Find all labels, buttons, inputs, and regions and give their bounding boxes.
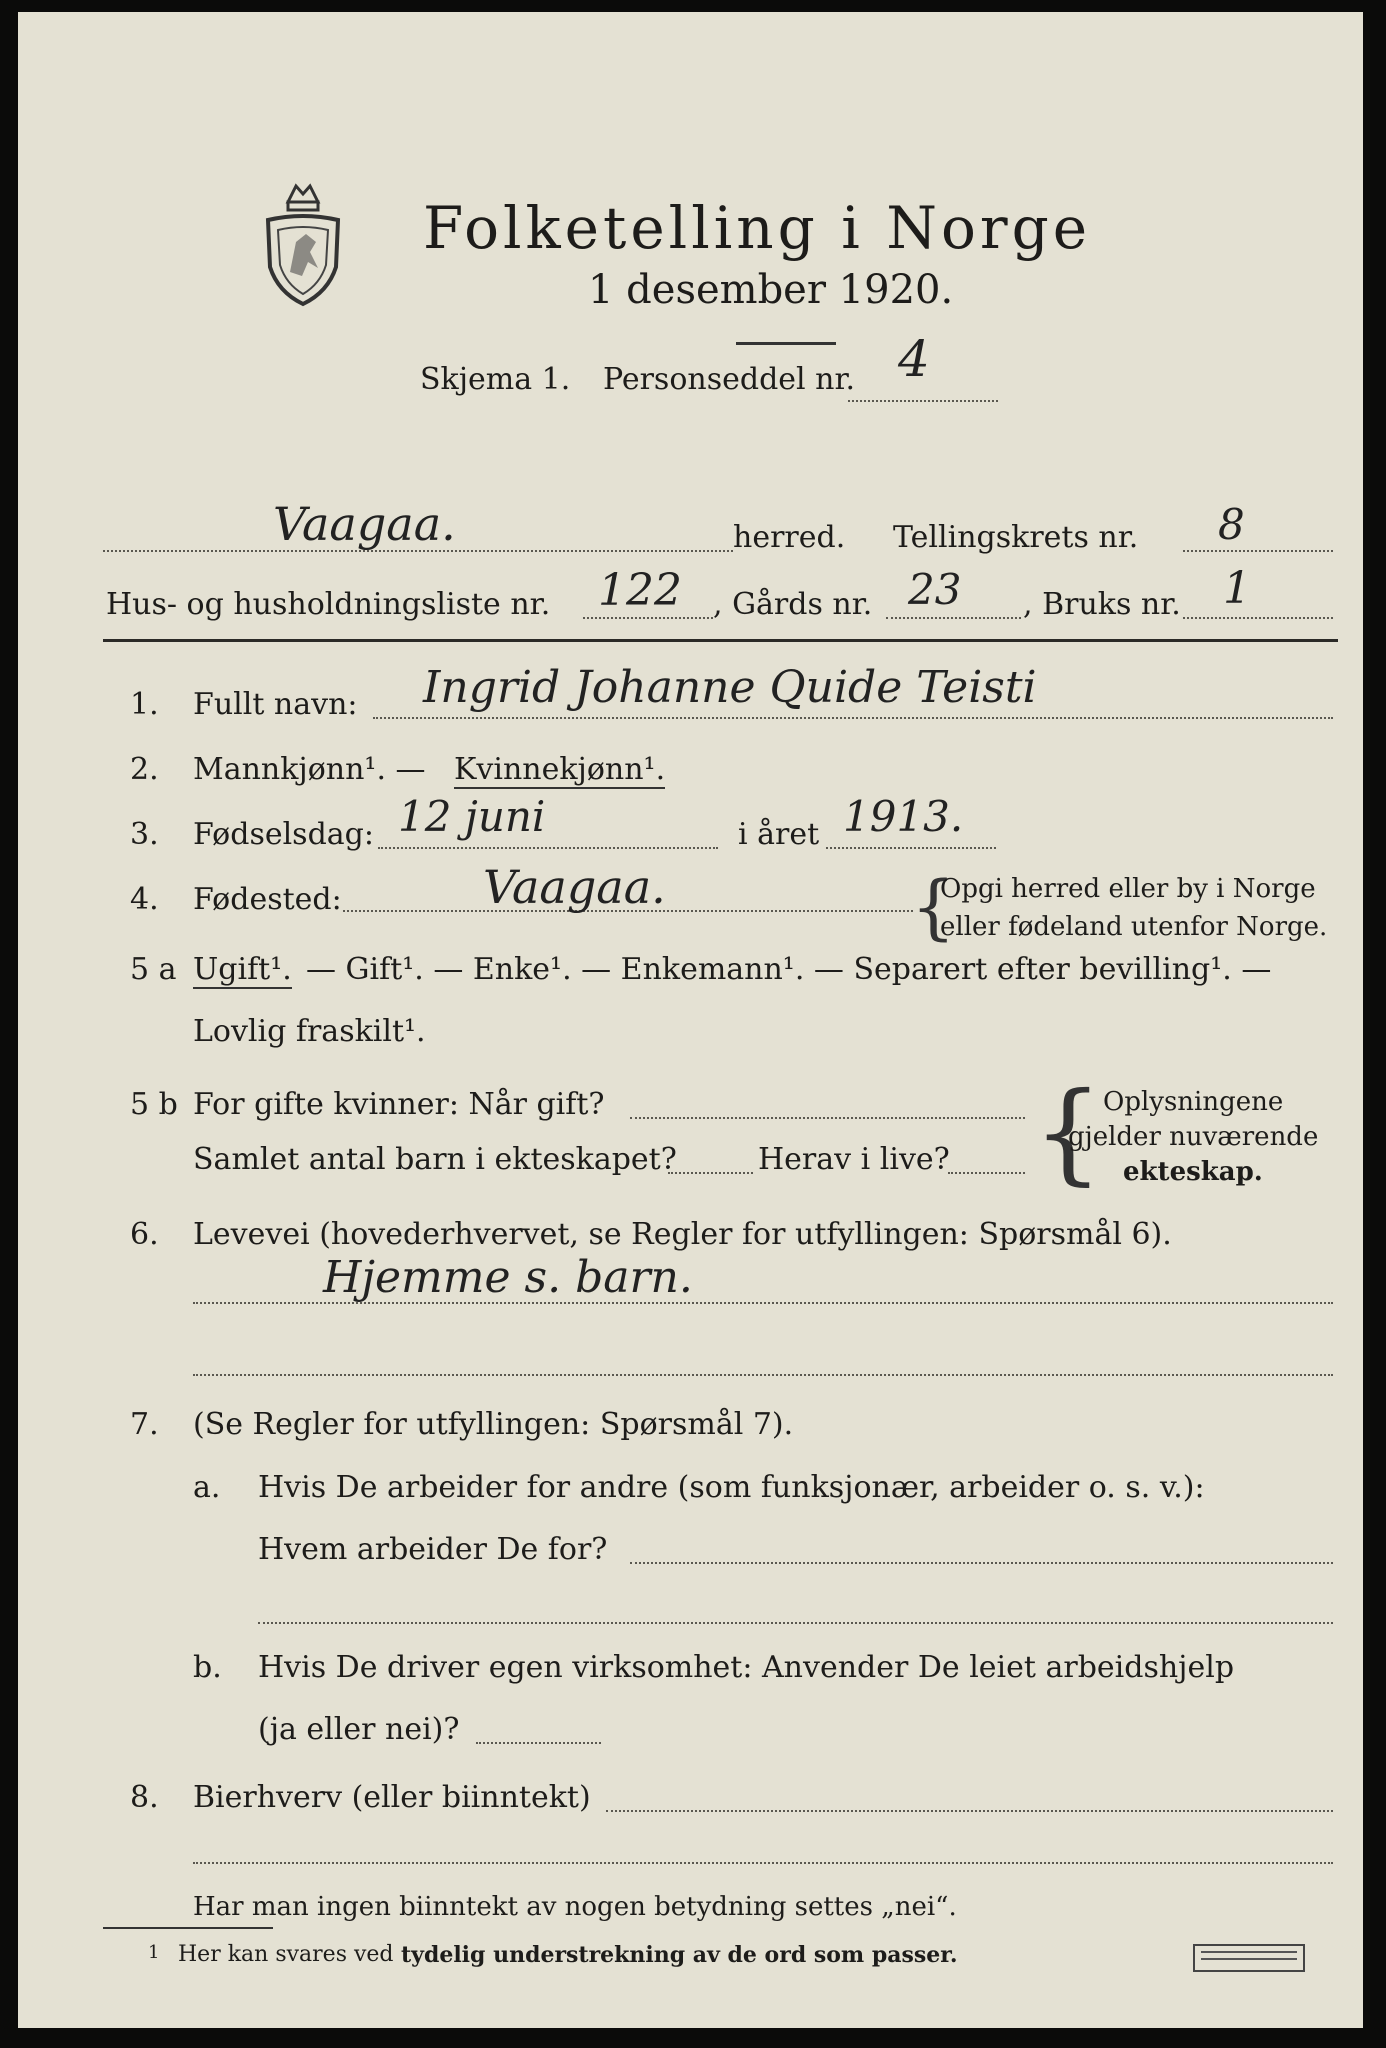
mannkjonn-option: Mannkjønn¹. — — [193, 752, 426, 787]
herav-i-live-label: Herav i live? — [758, 1142, 950, 1177]
q7-label: (Se Regler for utfyllingen: Spørsmål 7). — [193, 1407, 794, 1442]
form-title: Folketelling i Norge — [423, 194, 1092, 262]
personseddel-value: 4 — [898, 330, 930, 388]
q5b-number: 5 b — [130, 1087, 178, 1122]
fullt-navn-label: Fullt navn: — [193, 687, 358, 722]
fullt-navn-line — [373, 717, 1333, 719]
q5b-note-line1: Oplysningene — [1103, 1087, 1284, 1117]
printer-stamp-icon — [1193, 1944, 1305, 1972]
fullt-navn-value: Ingrid Johanne Quide Teisti — [423, 662, 1037, 713]
census-date: 1 desember 1920. — [588, 267, 954, 313]
husholdningsliste-label: Hus- og husholdningsliste nr. — [106, 587, 551, 622]
year-label: i året — [738, 817, 820, 852]
personseddel-label: Personseddel nr. — [603, 362, 856, 397]
hvem-arbeider-line-2 — [258, 1622, 1333, 1624]
tellingskrets-value: 8 — [1218, 500, 1245, 549]
footnote-mark: 1 — [148, 1942, 160, 1963]
herred-label: herred. — [733, 520, 846, 555]
bruks-label: , Bruks nr. — [1023, 587, 1181, 622]
husholdningsliste-line — [583, 617, 713, 619]
footnote-text: Her kan svares ved — [178, 1942, 394, 1967]
gards-label: , Gårds nr. — [713, 587, 873, 622]
bierhverv-label: Bierhverv (eller biinntekt) — [193, 1780, 591, 1815]
lovlig-fraskilt-option: Lovlig fraskilt¹. — [193, 1014, 426, 1049]
gards-line — [886, 617, 1021, 619]
bierhverv-line — [606, 1810, 1333, 1812]
q3-number: 3. — [130, 817, 159, 852]
q5b-note-line2: gjelder nuværende — [1068, 1122, 1319, 1152]
ja-eller-nei-line — [476, 1742, 601, 1744]
fodested-brace: { — [911, 866, 956, 948]
herav-i-live-line — [948, 1172, 1025, 1174]
bierhverv-line-2 — [193, 1862, 1333, 1864]
footnote-text-bold: tydelig understrekning av de ord som passer. — [401, 1942, 958, 1968]
skjema-label: Skjema 1. — [420, 362, 571, 397]
q6-number: 6. — [130, 1217, 159, 1252]
census-form-page — [18, 12, 1363, 2028]
tellingskrets-line — [1183, 550, 1333, 552]
q7-number: 7. — [130, 1407, 159, 1442]
herred-value: Vaagaa. — [273, 497, 456, 551]
q7b-text: Hvis De driver egen virksomhet: Anvender De leiet arbeidshjelp — [258, 1650, 1235, 1685]
fodested-label: Fødested: — [193, 882, 342, 917]
hvem-arbeider-line — [630, 1562, 1333, 1564]
q1-number: 1. — [130, 687, 159, 722]
nar-gift-line — [630, 1117, 1025, 1119]
antal-barn-label: Samlet antal barn i ekteskapet? — [193, 1142, 677, 1177]
tellingskrets-label: Tellingskrets nr. — [893, 520, 1139, 555]
q4-number: 4. — [130, 882, 159, 917]
q7a-text: Hvis De arbeider for andre (som funksjonær, arbeider o. s. v.): — [258, 1470, 1205, 1505]
gards-value: 23 — [908, 565, 962, 614]
bruks-value: 1 — [1223, 563, 1251, 614]
personseddel-line — [848, 400, 998, 402]
year-value: 1913. — [843, 792, 964, 841]
title-divider — [736, 342, 836, 345]
hvem-arbeider-label: Hvem arbeider De for? — [258, 1532, 608, 1567]
q5a-number: 5 a — [130, 952, 177, 987]
q5b-note-line3: ekteskap. — [1123, 1157, 1263, 1187]
header-divider — [103, 639, 1338, 642]
q7b-letter: b. — [193, 1650, 222, 1685]
kvinnekjonn-option: Kvinnekjønn¹. — [454, 752, 666, 787]
q7a-letter: a. — [193, 1470, 221, 1505]
fodested-note-line1: Opgi herred eller by i Norge — [940, 874, 1316, 904]
husholdningsliste-value: 122 — [598, 565, 682, 616]
q8-number: 8. — [130, 1780, 159, 1815]
levevei-line-2 — [193, 1374, 1333, 1376]
fodested-value: Vaagaa. — [483, 860, 666, 914]
marital-options: — Gift¹. — Enke¹. — Enkemann¹. — Separert efter bevilling¹. — — [306, 952, 1272, 987]
q2-number: 2. — [130, 752, 159, 787]
nar-gift-label: For gifte kvinner: Når gift? — [193, 1087, 605, 1122]
q5b-brace: { — [1033, 1068, 1103, 1196]
year-line — [826, 847, 996, 849]
fodselsdag-line — [378, 847, 718, 849]
ugift-option: Ugift¹. — [193, 952, 292, 987]
footnote-divider — [103, 1927, 273, 1929]
bruks-line — [1183, 617, 1333, 619]
fodselsdag-value: 12 juni — [398, 792, 546, 841]
levevei-value: Hjemme s. barn. — [323, 1252, 693, 1303]
biinntekt-note: Har man ingen biinntekt av nogen betydning settes „nei“. — [193, 1892, 957, 1922]
fodselsdag-label: Fødselsdag: — [193, 817, 374, 852]
levevei-label: Levevei (hovederhvervet, se Regler for utfyllingen: Spørsmål 6). — [193, 1217, 1172, 1252]
ja-eller-nei-label: (ja eller nei)? — [258, 1712, 460, 1747]
fodested-note-line2: eller fødeland utenfor Norge. — [940, 912, 1328, 942]
antal-barn-line — [668, 1172, 753, 1174]
norwegian-coat-of-arms-icon — [258, 172, 348, 312]
